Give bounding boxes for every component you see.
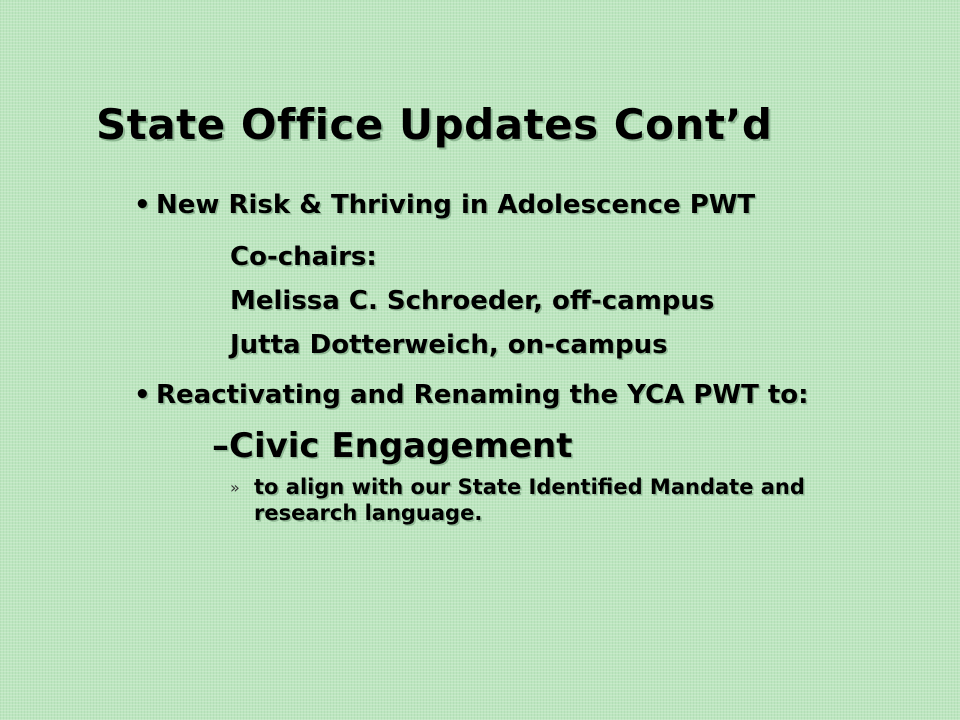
sub-bullet	[130, 426, 910, 466]
bullet-icon: •	[134, 380, 151, 410]
bullet-icon: •	[134, 190, 151, 220]
cochair-line: Jutta Dotterweich, on-campus	[230, 330, 668, 360]
cochair-line: Melissa C. Schroeder, off-campus	[230, 286, 715, 316]
sub-bullet-text: Civic Engagement	[229, 426, 573, 466]
bullet-item	[130, 380, 910, 410]
bullet-text: Reactivating and Renaming the YCA PWT to:	[156, 380, 809, 410]
slide-title: State Office Updates Cont’d	[96, 100, 773, 149]
dash-icon: –	[212, 426, 229, 466]
cochairs-label: Co-chairs:	[230, 242, 377, 272]
bullet-text: New Risk & Thriving in Adolescence PWT	[156, 190, 756, 220]
bullet-item	[130, 190, 910, 220]
detail-text: to align with our State Identified Mandate and research language.	[254, 475, 805, 525]
slide-content	[130, 190, 910, 526]
detail-bullet	[130, 474, 910, 526]
chevron-double-right-icon: »	[230, 478, 240, 497]
